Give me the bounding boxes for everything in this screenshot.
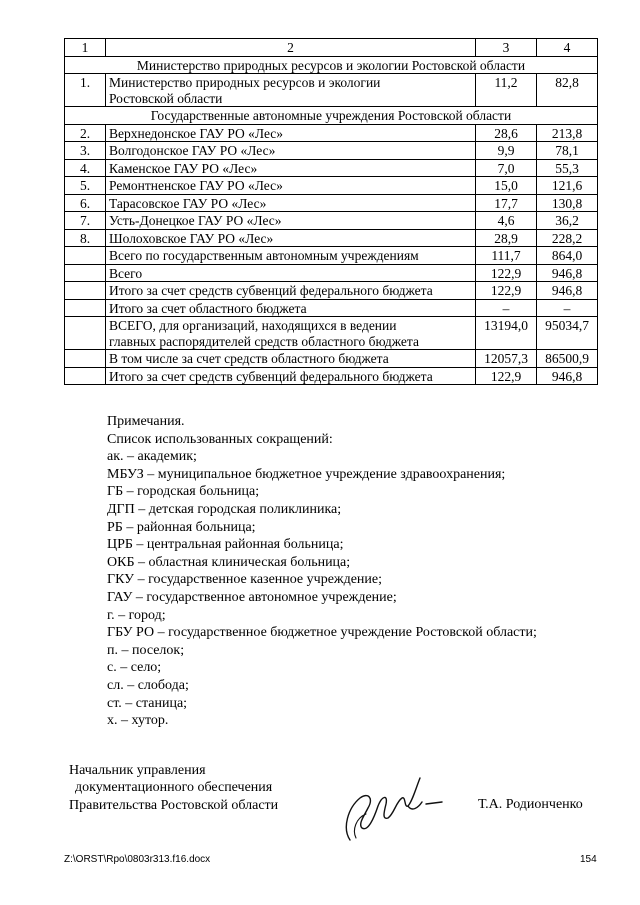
row-name-line: Ростовской области xyxy=(109,90,223,106)
abbreviation-item: ГАУ – государственное автономное учреждение; xyxy=(107,589,397,605)
header-cell: 3 xyxy=(476,39,537,57)
row-value-1: 122,9 xyxy=(476,367,537,385)
row-name: Итого за счет средств субвенций федерального бюджета xyxy=(106,367,476,385)
table-row xyxy=(65,229,598,247)
row-name: Каменское ГАУ РО «Лес» xyxy=(106,159,476,177)
row-name: Итого за счет областного бюджета xyxy=(106,299,476,317)
row-number xyxy=(65,350,106,368)
row-name: Тарасовское ГАУ РО «Лес» xyxy=(106,194,476,212)
abbreviation-item: г. – город; xyxy=(107,607,166,623)
row-number xyxy=(65,299,106,317)
row-value-1: – xyxy=(476,299,537,317)
row-name: Всего xyxy=(106,264,476,282)
abbreviation-item: х. – хутор. xyxy=(107,713,169,729)
row-name: Шолоховское ГАУ РО «Лес» xyxy=(106,229,476,247)
table-row xyxy=(65,299,598,317)
handwritten-signature xyxy=(338,768,458,848)
abbreviation-item: ГКУ – государственное казенное учреждение; xyxy=(107,572,383,588)
row-value-2: 864,0 xyxy=(537,247,598,265)
row-value-2: 36,2 xyxy=(537,212,598,230)
row-number: 7. xyxy=(65,212,106,230)
notes-list-title: Список использованных сокращений: xyxy=(107,431,333,447)
abbreviation-item: п. – поселок; xyxy=(107,642,185,658)
row-value-2: – xyxy=(537,299,598,317)
total-row xyxy=(65,317,598,350)
signature-title-block xyxy=(69,762,278,814)
row-value-2: 946,8 xyxy=(537,264,598,282)
row-value-1: 12057,3 xyxy=(476,350,537,368)
row-name: Усть-Донецкое ГАУ РО «Лес» xyxy=(106,212,476,230)
header-cell: 4 xyxy=(537,39,598,57)
notes-block xyxy=(107,413,537,730)
row-value-1: 17,7 xyxy=(476,194,537,212)
signature-title-line: документационного обеспечения xyxy=(75,780,273,796)
section-title: Государственные автономные учреждения Ростовской области xyxy=(65,107,598,125)
row-value-2: 228,2 xyxy=(537,229,598,247)
notes-heading: Примечания. xyxy=(107,414,185,429)
row-value-1: 13194,0 xyxy=(476,317,537,350)
abbreviation-item: ДГП – детская городская поликлиника; xyxy=(107,501,342,517)
row-number: 3. xyxy=(65,142,106,160)
row-name: Итого за счет средств субвенций федерального бюджета xyxy=(106,282,476,300)
row-name: Ремонтненское ГАУ РО «Лес» xyxy=(106,177,476,195)
row-value-2: 86500,9 xyxy=(537,350,598,368)
row-value-2: 946,8 xyxy=(537,367,598,385)
row-number: 1. xyxy=(65,74,106,107)
row-number: 8. xyxy=(65,229,106,247)
abbreviation-item: ЦРБ – центральная районная больница; xyxy=(107,537,344,553)
row-value-1: 11,2 xyxy=(476,74,537,107)
row-number xyxy=(65,282,106,300)
table-row xyxy=(65,177,598,195)
row-value-1: 122,9 xyxy=(476,282,537,300)
row-name: Волгодонское ГАУ РО «Лес» xyxy=(106,142,476,160)
header-row xyxy=(65,39,598,57)
row-value-2: 213,8 xyxy=(537,124,598,142)
abbreviation-item: РБ – районная больница; xyxy=(107,519,256,535)
table-row xyxy=(65,124,598,142)
row-name: Всего по государственным автономным учреждениям xyxy=(106,247,476,265)
row-value-1: 7,0 xyxy=(476,159,537,177)
row-value-2: 78,1 xyxy=(537,142,598,160)
row-name xyxy=(106,317,476,350)
row-number: 6. xyxy=(65,194,106,212)
row-name: В том числе за счет средств областного бюджета xyxy=(106,350,476,368)
row-name-line: ВСЕГО, для организаций, находящихся в ведении xyxy=(109,318,397,333)
header-cell: 2 xyxy=(106,39,476,57)
row-value-2: 82,8 xyxy=(537,74,598,107)
row-name-line: главных распорядителей средств областного бюджета xyxy=(109,333,419,349)
row-number xyxy=(65,367,106,385)
signature-title-line: Правительства Ростовской области xyxy=(69,797,279,813)
row-value-1: 28,9 xyxy=(476,229,537,247)
abbreviation-item: с. – село; xyxy=(107,660,162,676)
signature-title-line: Начальник управления xyxy=(69,763,206,778)
footer-file-path: Z:\ORST\Rpo\0803r313.f16.docx xyxy=(64,854,211,865)
table-row xyxy=(65,194,598,212)
row-value-1: 9,9 xyxy=(476,142,537,160)
abbreviation-item: МБУЗ – муниципальное бюджетное учреждение здравоохранения; xyxy=(107,466,506,482)
row-number xyxy=(65,317,106,350)
row-number: 2. xyxy=(65,124,106,142)
abbreviation-item: ОКБ – областная клиническая больница; xyxy=(107,554,351,570)
row-value-1: 4,6 xyxy=(476,212,537,230)
row-number: 4. xyxy=(65,159,106,177)
row-value-1: 15,0 xyxy=(476,177,537,195)
page-number: 154 xyxy=(580,854,597,865)
table-row xyxy=(65,264,598,282)
row-value-1: 28,6 xyxy=(476,124,537,142)
row-name-line: Министерство природных ресурсов и экологии xyxy=(109,75,381,90)
table-row xyxy=(65,159,598,177)
header-cell: 1 xyxy=(65,39,106,57)
table-row xyxy=(65,212,598,230)
abbreviation-item: ГБ – городская больница; xyxy=(107,484,260,500)
table-row xyxy=(65,247,598,265)
table-row xyxy=(65,74,598,107)
table-row xyxy=(65,142,598,160)
table-row xyxy=(65,350,598,368)
section-row xyxy=(65,56,598,74)
section-row xyxy=(65,107,598,125)
row-value-2: 95034,7 xyxy=(537,317,598,350)
signer-name: Т.А. Родионченко xyxy=(478,797,583,812)
row-value-2: 130,8 xyxy=(537,194,598,212)
row-value-1: 122,9 xyxy=(476,264,537,282)
data-table xyxy=(64,38,598,385)
row-value-1: 111,7 xyxy=(476,247,537,265)
abbreviation-item: ГБУ РО – государственное бюджетное учреждение Ростовской области; xyxy=(107,625,537,641)
row-number xyxy=(65,264,106,282)
abbreviation-item: сл. – слобода; xyxy=(107,677,189,693)
table-row xyxy=(65,282,598,300)
row-number xyxy=(65,247,106,265)
row-value-2: 121,6 xyxy=(537,177,598,195)
row-value-2: 55,3 xyxy=(537,159,598,177)
row-name xyxy=(106,74,476,107)
section-title: Министерство природных ресурсов и экологии Ростовской области xyxy=(65,56,598,74)
abbreviation-item: ст. – станица; xyxy=(107,695,188,711)
row-value-2: 946,8 xyxy=(537,282,598,300)
row-number: 5. xyxy=(65,177,106,195)
table-row xyxy=(65,367,598,385)
row-name: Верхнедонское ГАУ РО «Лес» xyxy=(106,124,476,142)
abbreviation-item: ак. – академик; xyxy=(107,449,197,465)
